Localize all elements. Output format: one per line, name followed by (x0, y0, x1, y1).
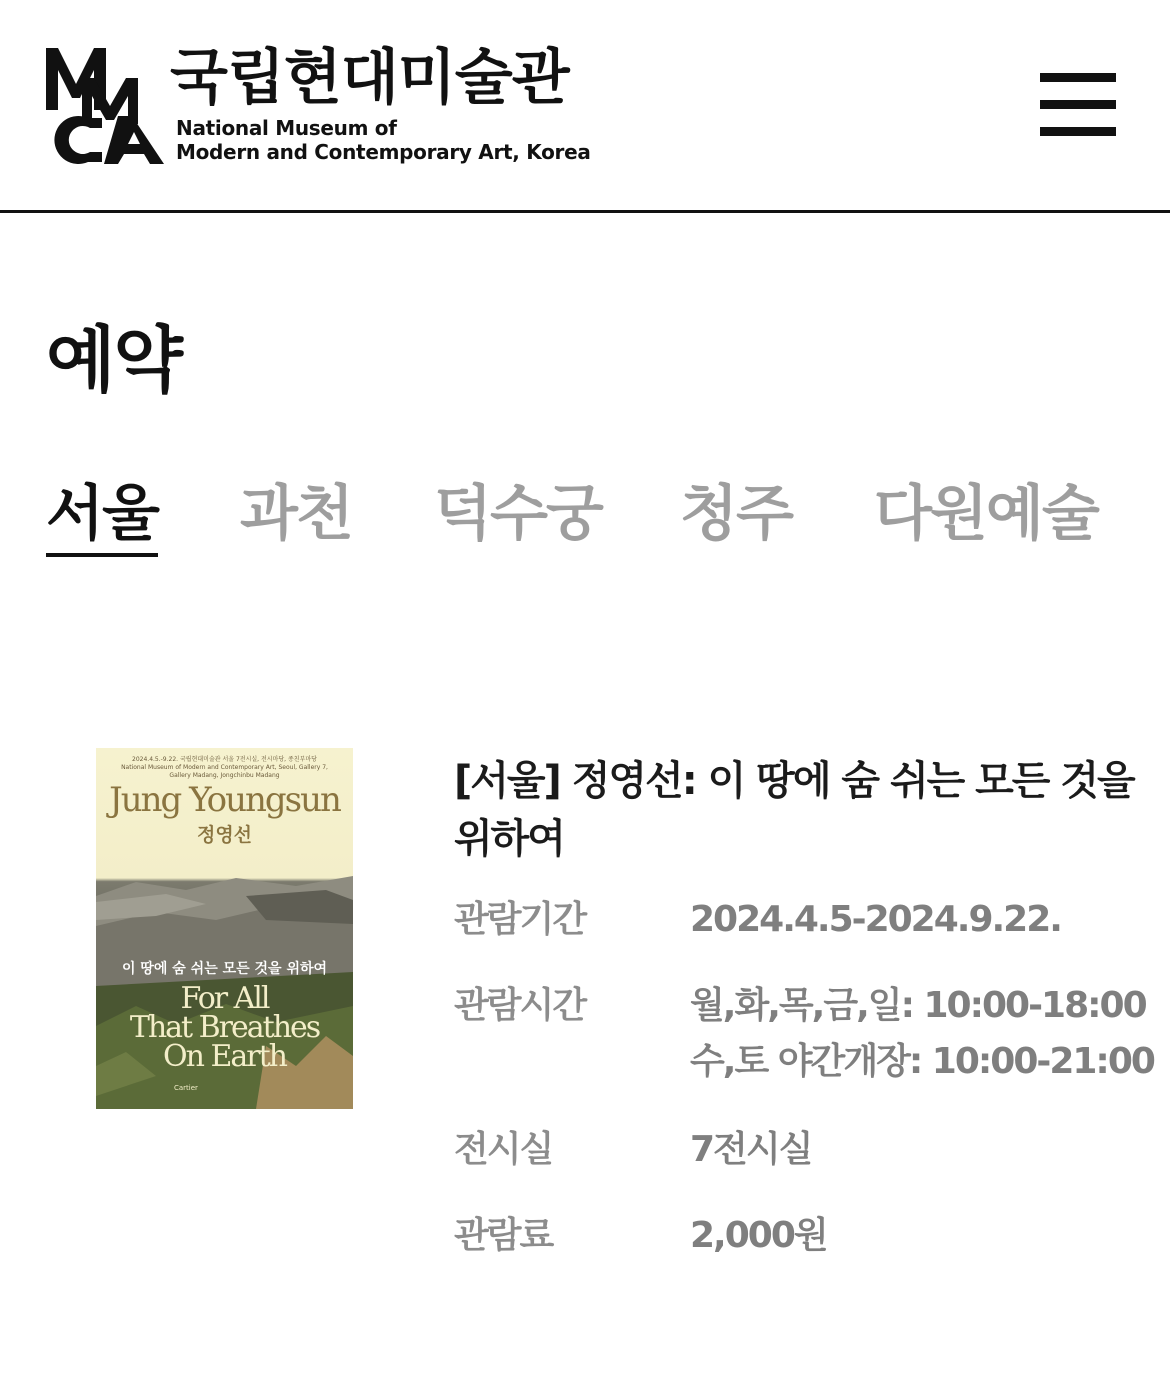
site-header (0, 0, 1170, 213)
hamburger-menu-icon-bar (1040, 127, 1116, 136)
logo-english-name (176, 116, 591, 164)
exhibition-title[interactable]: [서울] 정영선: 이 땅에 숨 쉬는 모든 것을 위하여 (454, 758, 1134, 862)
exhibition-poster[interactable] (96, 748, 353, 1109)
info-value: 7전시실 (690, 1129, 812, 1170)
poster-info-text (100, 756, 349, 780)
tab-seoul[interactable]: 서울 (46, 479, 158, 549)
tab-deoksugung[interactable]: 덕수궁 (434, 479, 602, 549)
poster-subtitle-ko: 이 땅에 숨 쉬는 모든 것을 위하여 (121, 961, 328, 977)
hamburger-menu-button[interactable] (1040, 70, 1118, 140)
mmca-logo[interactable] (44, 40, 591, 170)
poster-info-line-3: Gallery Madang, Jongchinbu Madang (169, 772, 280, 779)
poster-artist-name-en: Jung Youngsun (109, 780, 340, 820)
logo-korean-name: 국립현대미술관 (170, 43, 569, 113)
info-label: 관람시간 (454, 985, 586, 1026)
page-title: 예약 (46, 318, 182, 402)
logo-english-line-2: Modern and Contemporary Art, Korea (176, 140, 591, 164)
info-label: 관람료 (454, 1215, 553, 1256)
info-value-night: 수,토 야간개장: 10:00-21:00 (690, 1041, 1154, 1082)
hamburger-menu-icon-bar (1040, 100, 1116, 109)
poster-info-line-1: 2024.4.5.-9.22. 국립현대미술관 서울 7전시실, 전시마당, 종친부마당 (132, 756, 317, 763)
poster-info-line-2: National Museum of Modern and Contemporary Art, Seoul, Gallery 7, (121, 764, 328, 771)
poster-title-en-line-3: On Earth (163, 1039, 286, 1074)
poster-title-en-line-2: That Breathes (129, 1010, 320, 1045)
tab-cheongju[interactable]: 청주 (680, 479, 792, 549)
info-value: 월,화,목,금,일: 10:00-18:00 (690, 985, 1146, 1026)
tab-dawon-art[interactable]: 다원예술 (874, 479, 1098, 549)
tab-gwacheon[interactable]: 과천 (240, 479, 352, 549)
poster-artist-name-ko: 정영선 (196, 824, 253, 846)
info-label: 전시실 (454, 1129, 553, 1170)
info-label: 관람기간 (454, 899, 586, 940)
branch-tabs (46, 478, 1126, 558)
mmca-logo-mark-icon (44, 44, 166, 166)
info-value: 2024.4.5-2024.9.22. (690, 899, 1061, 940)
hamburger-menu-icon (1040, 73, 1116, 82)
logo-english-line-1: National Museum of (176, 116, 397, 140)
poster-title-en (96, 981, 353, 1074)
poster-title-en-line-1: For All (180, 981, 269, 1016)
exhibition-card (96, 748, 1154, 1308)
info-value: 2,000원 (690, 1215, 827, 1256)
poster-sponsor: Cartier (174, 1084, 198, 1092)
